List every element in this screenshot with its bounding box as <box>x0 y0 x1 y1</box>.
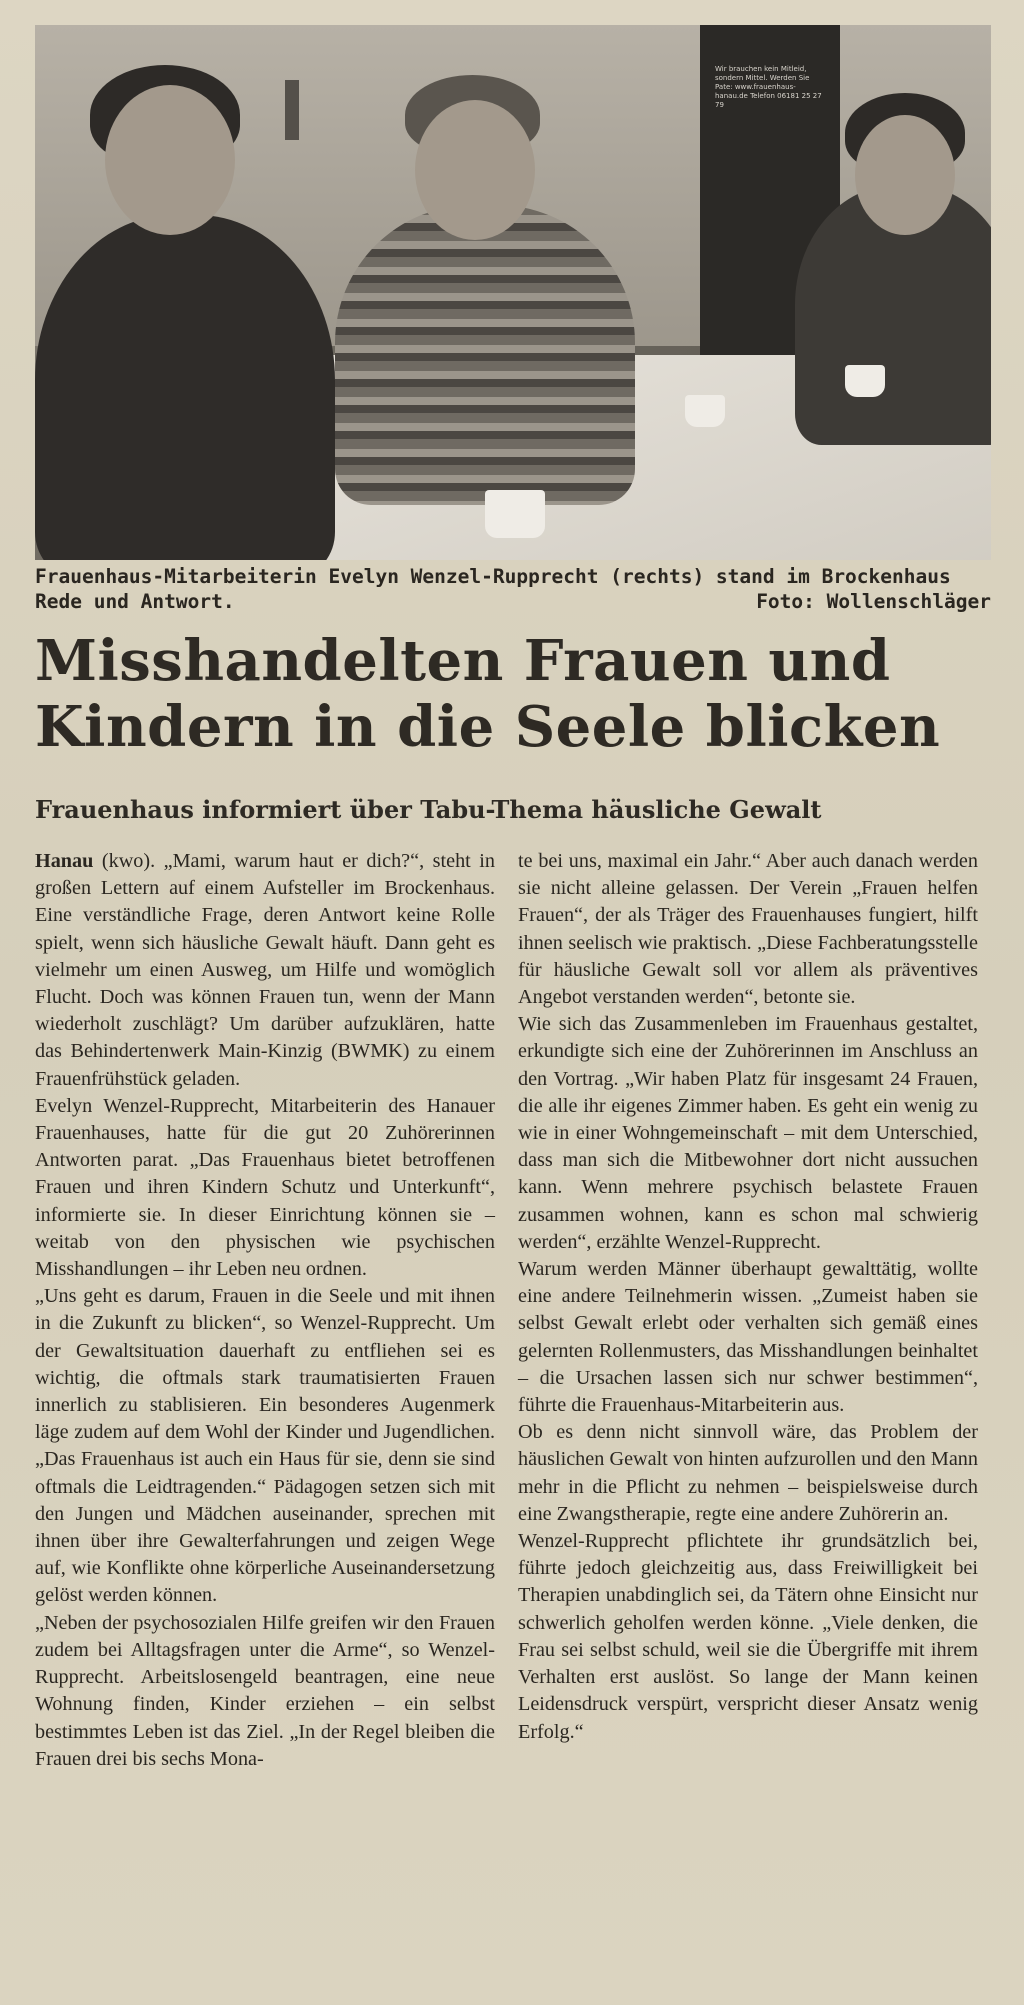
article-photo <box>35 25 991 560</box>
article-column-left <box>35 848 495 1773</box>
photo-face-left <box>105 85 235 235</box>
photo-cup <box>685 395 725 427</box>
photo-woman-left <box>35 215 335 560</box>
article-paragraph: „Neben der psychosozialen Hilfe greifen wir den Frauen zudem bei Alltagsfragen unter die Arme“, so Wenzel-Rupprecht. Arbeitslosengeld beantragen, eine neue Wohnung finden, Kinder erziehen – ein selbst bestimmtes Leben ist das Ziel. „In der Regel bleiben die Frauen drei bis sechs Mona- <box>35 1611 495 1770</box>
article-paragraph: Warum werden Männer überhaupt gewalttätig, wollte eine andere Teilnehmerin wissen. „Zumeist haben sie selbst Gewalt erlebt oder verhalten sich gemäß eines gelernten Rollenmusters, das Misshandlungen beinhaltet – die Ursachen lassen sich nur schwer bestimmen“, führte die Frauenhaus-Mitarbeiterin aus. <box>518 1258 978 1417</box>
article-paragraph: Wie sich das Zusammenleben im Frauenhaus gestaltet, erkundigte sich eine der Zuhörerinnen im Anschluss an den Vortrag. „Wir haben Platz für insgesamt 24 Frauen, die alle ihr eigenes Zimmer haben. Es geht ein wenig zu wie in einer Wohngemeinschaft – mit dem Unterschied, dass man sich die Mitbewohner dort nicht aussuchen kann. Wenn mehrere psychisch belastete Frauen zusammen wohnen, kann es schon mal schwierig werden“, erzählte Wenzel-Rupprecht. <box>518 1013 978 1253</box>
article-paragraph: Wenzel-Rupprecht pflichtete ihr grundsätzlich bei, führte jedoch gleichzeitig aus, dass Freiwilligkeit bei Therapien unabdinglich sei, da Tätern ohne Einsicht nur schwerlich geholfen werden könne. „Viele denken, die Frau sei selbst schuld, weil sie die Übergriffe mit ihrem Verhalten erst auslöst. So lange der Mann keinen Leidensdruck verspürt, verspricht dieser Ansatz wenig Erfolg.“ <box>518 1530 978 1743</box>
photo-woman-center <box>335 205 635 505</box>
photo-face-center <box>415 100 535 240</box>
photo-cup <box>845 365 885 397</box>
photo-door-handle <box>285 80 299 140</box>
caption-text: Frauenhaus-Mitarbeiterin Evelyn Wenzel-Rupprecht (rechts) stand im Brockenhaus Rede und Antwort. <box>35 565 951 613</box>
article-column-right <box>518 848 978 1746</box>
dateline: Hanau <box>35 850 94 872</box>
photo-caption <box>35 564 991 614</box>
article-paragraph: Ob es denn nicht sinnvoll wäre, das Problem der häuslichen Gewalt von hinten aufzurollen und den Mann mehr in die Pflicht zu nehmen – beispielsweise durch eine Zwangstherapie, regte eine andere Zuhörerin an. <box>518 1421 978 1525</box>
subheadline: Frauenhaus informiert über Tabu-Thema häusliche Gewalt <box>35 795 822 824</box>
headline: Misshandelten Frauen und Kindern in die Seele blicken <box>35 628 941 760</box>
article-paragraph: „Uns geht es darum, Frauen in die Seele und mit ihnen in die Zukunft zu blicken“, so Wenzel-Rupprecht. Um der Gewaltsituation dauerhaft zu entfliehen sei es wichtig, die oftmals stark traumatisierten Frauen innerlich zu stablisieren. Ein besonderes Augenmerk läge zudem auf dem Wohl der Kinder und Jugendlichen. „Das Frauenhaus ist auch ein Haus für sie, denn sie sind oftmals die Leidtragenden.“ Pädagogen setzen sich mit den Jungen und Mädchen auseinander, sprechen mit ihnen über ihre Gewalterfahrungen und zeigen Wege auf, wie Konflikte ohne körperliche Auseinandersetzung gelöst werden können. <box>35 1285 495 1607</box>
article-paragraph: te bei uns, maximal ein Jahr.“ Aber auch danach werden sie nicht alleine gelassen. Der Verein „Frauen helfen Frauen“, der als Träger des Frauenhauses fungiert, hilft ihnen seelisch wie praktisch. „Diese Fachberatungsstelle für häusliche Gewalt soll vor allem als präventives Angebot verstanden werden“, betonte sie. <box>518 850 978 1009</box>
photo-face-right <box>855 115 955 235</box>
article-paragraph: Evelyn Wenzel-Rupprecht, Mitarbeiterin des Hanauer Frauenhauses, hatte für die gut 20 Zuhörerinnen Antworten parat. „Das Frauenhaus bietet betroffenen Frauen und ihren Kindern Schutz und Unterkunft“, informierte sie. In dieser Einrichtung können sie – weitab von den physischen wie psychischen Misshandlungen – ihr Leben neu ordnen. <box>35 1094 495 1281</box>
photo-poster-text: Wir brauchen kein Mitleid, sondern Mittel. Werden Sie Pate: www.frauenhaus-hanau.de Telefon 06181 25 27 79 <box>715 65 822 109</box>
photo-cup <box>485 490 545 538</box>
article-paragraph <box>35 848 495 1093</box>
article-paragraph-text: (kwo). „Mami, warum haut er dich?“, steht in großen Lettern auf einem Aufsteller im Brockenhaus. Eine verständliche Frage, deren Antwort keine Rolle spielt, wenn sich häusliche Gewalt häuft. Dann geht es vielmehr um einen Ausweg, um Hilfe und womöglich Flucht. Doch was können Frauen tun, wenn der Mann wiederholt zuschlägt? Um darüber aufzuklären, hatte das Behindertenwerk Main-Kinzig (BWMK) zu einem Frauenfrühstück geladen. <box>35 850 495 1090</box>
photo-credit: Foto: Wollenschläger <box>756 590 991 613</box>
